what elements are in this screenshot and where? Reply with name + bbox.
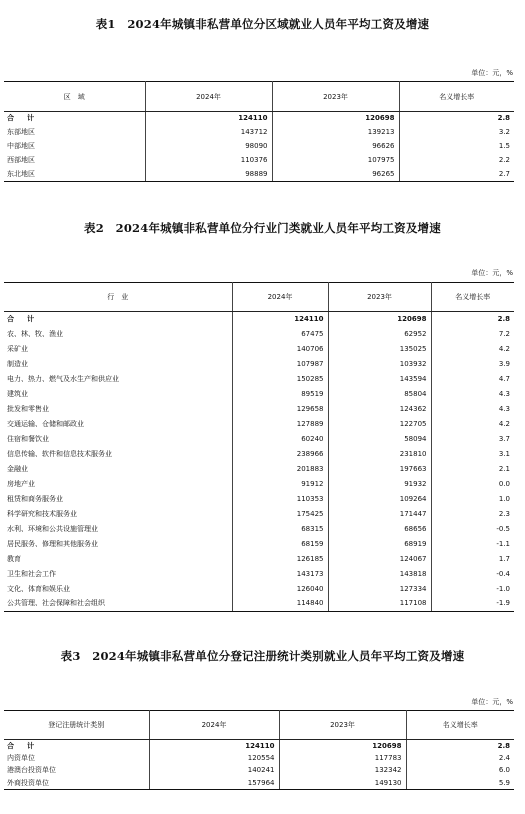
table2-cell-y2024: 91912 xyxy=(232,477,328,492)
table2-header-2024: 2024年 xyxy=(232,283,328,312)
table1-title: 表1 2024年城镇非私营单位分区域就业人员年平均工资及增速 xyxy=(95,17,430,31)
table1-cell-y2023: 120698 xyxy=(272,112,399,126)
table1-cell-label: 西部地区 xyxy=(7,156,35,164)
table1-cell-label: 东部地区 xyxy=(7,128,35,136)
table2-cell-y2023: 109264 xyxy=(328,492,431,507)
table2-cell-y2024: 126040 xyxy=(232,582,328,597)
table2-cell-y2024: 127889 xyxy=(232,417,328,432)
table1-header-row xyxy=(4,82,514,112)
table3-header-2024: 2024年 xyxy=(149,711,279,740)
table1-cell-growth: 2.8 xyxy=(399,112,514,126)
table2-cell-y2023: 143594 xyxy=(328,372,431,387)
table2-cell-y2023: 68919 xyxy=(328,537,431,552)
table2 xyxy=(4,282,514,612)
table3-header-2023: 2023年 xyxy=(279,711,406,740)
table3-cell-growth: 6.0 xyxy=(406,765,514,778)
table2-cell-y2024: 60240 xyxy=(232,432,328,447)
table1-unit: 单位：元，% xyxy=(471,69,513,77)
table2-cell-y2024: 68159 xyxy=(232,537,328,552)
table3-cell-label: 内资单位 xyxy=(7,753,35,762)
table2-cell-growth: 4.2 xyxy=(431,417,514,432)
table1-row xyxy=(4,140,514,154)
table3-cell-y2023: 120698 xyxy=(279,740,406,753)
table2-cell-growth: 3.1 xyxy=(431,447,514,462)
table2-row xyxy=(4,432,514,447)
table2-unit: 单位：元，% xyxy=(471,269,513,277)
table2-row xyxy=(4,402,514,417)
table1-cell-label: 东北地区 xyxy=(4,168,145,182)
table2-cell-label: 租赁和商务服务业 xyxy=(7,494,63,503)
table2-cell-y2023: 124067 xyxy=(328,552,431,567)
table3-unit: 单位：元，% xyxy=(471,698,513,706)
table2-cell-growth: 2.3 xyxy=(431,507,514,522)
table3-row xyxy=(4,752,514,765)
table2-row xyxy=(4,597,514,612)
table2-cell-growth: 2.8 xyxy=(431,312,514,327)
table1-header-2023: 2023年 xyxy=(272,82,399,112)
table3-row xyxy=(4,777,514,790)
table2-header-industry: 行 业 xyxy=(4,283,232,312)
table2-cell-y2024: 68315 xyxy=(232,522,328,537)
table2-cell-label: 制造业 xyxy=(7,359,28,368)
table2-cell-label: 合 计 xyxy=(7,314,37,323)
table1-cell-y2024: 110376 xyxy=(145,154,272,168)
table1-cell-y2023: 107975 xyxy=(272,154,399,168)
table2-cell-y2023: 120698 xyxy=(328,312,431,327)
table2-cell-label: 教育 xyxy=(7,554,21,563)
table2-cell-y2023: 171447 xyxy=(328,507,431,522)
table2-cell-y2023: 62952 xyxy=(328,327,431,342)
table2-row xyxy=(4,417,514,432)
table2-header-2023: 2023年 xyxy=(328,283,431,312)
table3-cell-y2023: 149130 xyxy=(279,777,406,790)
table2-cell-label: 文化、体育和娱乐业 xyxy=(7,584,70,593)
table2-cell-label: 批发和零售业 xyxy=(7,404,49,413)
table2-cell-label: 交通运输、仓储和邮政业 xyxy=(7,419,84,428)
table2-row xyxy=(4,357,514,372)
table3-total-row xyxy=(4,740,514,753)
table2-cell-label: 农、林、牧、渔业 xyxy=(7,329,63,338)
table2-cell-label: 公共管理、社会保障和社会组织 xyxy=(4,597,232,612)
table2-cell-y2023: 231810 xyxy=(328,447,431,462)
table3-cell-label: 外商投资单位 xyxy=(4,777,149,790)
table2-total-row xyxy=(4,312,514,327)
table2-cell-y2024: 201883 xyxy=(232,462,328,477)
table1 xyxy=(4,81,514,182)
table1-cell-growth: 3.2 xyxy=(399,126,514,140)
table3-cell-growth: 5.9 xyxy=(406,777,514,790)
table2-cell-label: 水利、环境和公共设施管理业 xyxy=(7,524,98,533)
table2-body xyxy=(4,312,514,612)
table2-cell-label: 金融业 xyxy=(7,464,28,473)
table1-header-growth: 名义增长率 xyxy=(399,82,514,112)
table2-cell-growth: 3.9 xyxy=(431,357,514,372)
table2-cell-growth: 4.2 xyxy=(431,342,514,357)
table3-cell-y2024: 124110 xyxy=(149,740,279,753)
table2-cell-y2023: 135025 xyxy=(328,342,431,357)
table2-cell-growth: 7.2 xyxy=(431,327,514,342)
table2-row xyxy=(4,492,514,507)
table1-cell-growth: 1.5 xyxy=(399,140,514,154)
table2-cell-y2024: 175425 xyxy=(232,507,328,522)
table3-cell-growth: 2.8 xyxy=(406,740,514,753)
table2-cell-y2023: 117108 xyxy=(328,597,431,612)
table2-cell-y2023: 103932 xyxy=(328,357,431,372)
table2-cell-y2024: 140706 xyxy=(232,342,328,357)
table2-cell-growth: -0.5 xyxy=(431,522,514,537)
table3-cell-y2024: 120554 xyxy=(149,752,279,765)
table1-body xyxy=(4,112,514,182)
table2-cell-label: 建筑业 xyxy=(7,389,28,398)
table1-cell-label: 合 计 xyxy=(7,114,37,123)
table2-cell-y2024: 89519 xyxy=(232,387,328,402)
table2-row xyxy=(4,507,514,522)
table2-cell-growth: 4.7 xyxy=(431,372,514,387)
table2-cell-y2024: 143173 xyxy=(232,567,328,582)
table2-cell-label: 卫生和社会工作 xyxy=(7,569,56,578)
table2-row xyxy=(4,522,514,537)
table2-cell-y2024: 110353 xyxy=(232,492,328,507)
table1-cell-label: 中部地区 xyxy=(7,142,35,150)
table2-row xyxy=(4,567,514,582)
table1-header-region: 区 域 xyxy=(4,82,145,112)
table1-header-2024: 2024年 xyxy=(145,82,272,112)
table1-cell-y2024: 98889 xyxy=(145,168,272,182)
table2-cell-growth: -1.1 xyxy=(431,537,514,552)
table2-cell-growth: 2.1 xyxy=(431,462,514,477)
table3-header-growth: 名义增长率 xyxy=(406,711,514,740)
table1-total-row xyxy=(4,112,514,126)
table2-cell-label: 电力、热力、燃气及水生产和供应业 xyxy=(7,374,119,383)
table2-cell-label: 采矿业 xyxy=(7,344,28,353)
table2-cell-growth: -0.4 xyxy=(431,567,514,582)
table1-cell-y2023: 139213 xyxy=(272,126,399,140)
table2-cell-y2024: 129658 xyxy=(232,402,328,417)
table2-cell-y2023: 91932 xyxy=(328,477,431,492)
table2-cell-y2024: 114840 xyxy=(232,597,328,612)
table2-cell-y2023: 68656 xyxy=(328,522,431,537)
table2-cell-y2023: 127334 xyxy=(328,582,431,597)
table2-row xyxy=(4,327,514,342)
table3-header-category: 登记注册统计类别 xyxy=(4,711,149,740)
table2-cell-label: 信息传输、软件和信息技术服务业 xyxy=(7,449,112,458)
table1-row xyxy=(4,126,514,140)
table1-cell-y2023: 96265 xyxy=(272,168,399,182)
table1-cell-y2024: 124110 xyxy=(145,112,272,126)
table1-cell-y2024: 98090 xyxy=(145,140,272,154)
table2-cell-y2023: 122705 xyxy=(328,417,431,432)
table2-cell-y2023: 124362 xyxy=(328,402,431,417)
table2-cell-y2023: 197663 xyxy=(328,462,431,477)
table1-row xyxy=(4,168,514,182)
table2-row xyxy=(4,477,514,492)
table3 xyxy=(4,710,514,790)
table2-cell-growth: 1.7 xyxy=(431,552,514,567)
table2-cell-growth: 4.3 xyxy=(431,387,514,402)
table2-cell-y2023: 58094 xyxy=(328,432,431,447)
table2-cell-y2023: 85804 xyxy=(328,387,431,402)
table3-header-row xyxy=(4,711,514,740)
table2-cell-growth: -1.9 xyxy=(431,597,514,612)
table3-title: 表3 2024年城镇非私营单位分登记注册统计类别就业人员年平均工资及增速 xyxy=(60,649,465,663)
table2-cell-growth: 4.3 xyxy=(431,402,514,417)
table1-cell-growth: 2.7 xyxy=(399,168,514,182)
table2-cell-growth: 0.0 xyxy=(431,477,514,492)
table2-cell-y2024: 150285 xyxy=(232,372,328,387)
table2-title: 表2 2024年城镇非私营单位分行业门类就业人员年平均工资及增速 xyxy=(84,221,441,235)
table2-cell-growth: 3.7 xyxy=(431,432,514,447)
table2-row xyxy=(4,372,514,387)
table3-cell-label: 港澳台投资单位 xyxy=(7,766,56,775)
table1-cell-y2023: 96626 xyxy=(272,140,399,154)
table3-cell-y2024: 140241 xyxy=(149,765,279,778)
table1-cell-y2024: 143712 xyxy=(145,126,272,140)
table2-row xyxy=(4,447,514,462)
table3-cell-growth: 2.4 xyxy=(406,752,514,765)
table1-row xyxy=(4,154,514,168)
table2-cell-y2024: 124110 xyxy=(232,312,328,327)
table2-cell-y2024: 107987 xyxy=(232,357,328,372)
table2-cell-y2024: 126185 xyxy=(232,552,328,567)
table3-body xyxy=(4,740,514,790)
table2-cell-y2024: 67475 xyxy=(232,327,328,342)
table2-row xyxy=(4,582,514,597)
table2-cell-label: 房地产业 xyxy=(7,479,35,488)
table2-row xyxy=(4,537,514,552)
table1-cell-growth: 2.2 xyxy=(399,154,514,168)
table2-cell-y2024: 238966 xyxy=(232,447,328,462)
table2-cell-label: 科学研究和技术服务业 xyxy=(7,509,77,518)
table2-header-row xyxy=(4,283,514,312)
table3-row xyxy=(4,765,514,778)
table2-row xyxy=(4,342,514,357)
table2-cell-growth: -1.0 xyxy=(431,582,514,597)
table2-header-growth: 名义增长率 xyxy=(431,283,514,312)
table3-cell-y2023: 117783 xyxy=(279,752,406,765)
table2-cell-label: 居民服务、修理和其他服务业 xyxy=(7,539,98,548)
table2-row xyxy=(4,387,514,402)
table2-row xyxy=(4,552,514,567)
table3-cell-label: 合 计 xyxy=(7,741,37,750)
table3-cell-y2024: 157964 xyxy=(149,777,279,790)
table2-cell-growth: 1.0 xyxy=(431,492,514,507)
table2-cell-y2023: 143818 xyxy=(328,567,431,582)
table2-row xyxy=(4,462,514,477)
table3-cell-y2023: 132342 xyxy=(279,765,406,778)
table2-cell-label: 住宿和餐饮业 xyxy=(7,434,49,443)
